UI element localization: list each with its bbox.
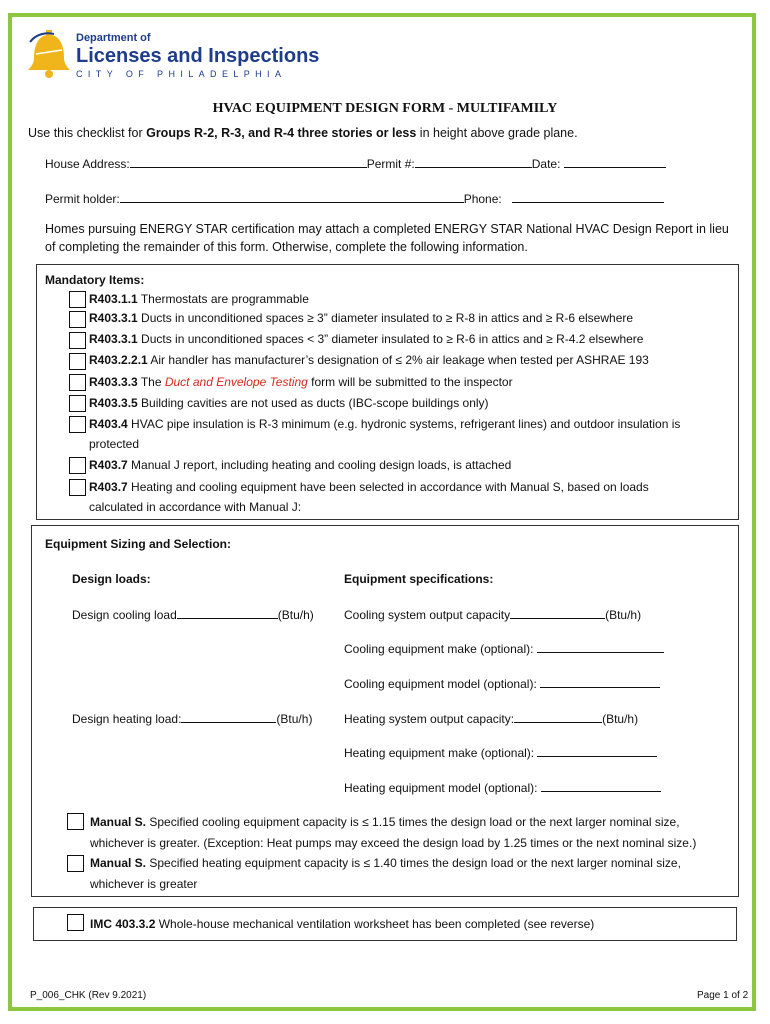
mandatory-item: R403.3.5 Building cavities are not used as ducts (IBC-scope buildings only) (89, 396, 489, 410)
heating-make-field[interactable]: Heating equipment make (optional): (344, 744, 657, 761)
manual-s-heating-cont: whichever is greater (90, 877, 198, 891)
checkbox-r403-4[interactable] (69, 416, 86, 433)
checkbox-r403-7-b[interactable] (69, 479, 86, 496)
cooling-output-line[interactable] (510, 606, 605, 619)
mandatory-item: R403.3.1 Ducts in unconditioned spaces ≥ 3” diameter insulated to ≥ R-8 in attics and ≥ R-6 elsewhere (89, 311, 634, 325)
cooling-model-field[interactable]: Cooling equipment model (optional): (344, 675, 660, 692)
form-title: HVAC EQUIPMENT DESIGN FORM - MULTIFAMILY (212, 101, 558, 116)
form-number: P_006_CHK (Rev 9.2021) (30, 990, 147, 1001)
checkbox-r403-3-1-b[interactable] (69, 332, 86, 349)
checkbox-r403-3-1-a[interactable] (69, 311, 86, 328)
duct-envelope-testing-link[interactable]: Duct and Envelope Testing (164, 375, 308, 389)
mandatory-item: R403.1.1 Thermostats are programmable (89, 292, 309, 306)
org-line-3: CITY OF PHILADELPHIA (76, 69, 287, 79)
sizing-heading: Equipment Sizing and Selection: (45, 537, 232, 551)
heating-load-line[interactable] (181, 710, 276, 723)
date-label: Date: (531, 157, 561, 171)
manual-s-cooling-text: Manual S. Specified cooling equipment capacity is ≤ 1.15 times the design load or the next larger nominal size, (90, 815, 680, 829)
checkbox-r403-3-5[interactable] (69, 395, 86, 412)
permit-holder-field[interactable] (45, 190, 664, 207)
permit-no-line[interactable] (415, 155, 532, 168)
house-address-line[interactable] (130, 155, 367, 168)
cooling-model-line[interactable] (540, 675, 660, 688)
mandatory-item: R403.2.2.1 Air handler has manufacturer’s designation of ≤ 2% air leakage when tested per ASHRAE 193 (89, 353, 649, 367)
intro-text (28, 125, 578, 141)
design-cooling-load-field[interactable]: Design cooling load (Btu/h) (72, 608, 314, 622)
mandatory-heading: Mandatory Items: (45, 273, 145, 287)
intro-bold: Groups R-2, R-3, and R-4 three stories or less (146, 126, 417, 140)
energy-star-line-2: of completing the remainder of this form. Otherwise, complete the following information. (45, 240, 528, 254)
permit-holder-line[interactable] (120, 190, 464, 203)
heating-make-line[interactable] (537, 744, 657, 757)
design-loads-heading: Design loads: (72, 572, 151, 586)
checkbox-manual-s-cooling[interactable] (67, 813, 84, 830)
manual-s-heating-text: Manual S. Specified heating equipment capacity is ≤ 1.40 times the design load or the next larger nominal size, (90, 856, 681, 870)
org-line-2: Licenses and Inspections (76, 45, 320, 67)
house-address-field[interactable] (45, 155, 666, 172)
equip-specs-heading: Equipment specifications: (344, 572, 494, 586)
permit-holder-label: Permit holder: (45, 192, 120, 206)
energy-star-line-1: Homes pursuing ENERGY STAR certification may attach a completed ENERGY STAR National HVAC Design Report in lieu (45, 222, 729, 236)
mandatory-item-cont: protected (89, 437, 140, 451)
mandatory-item: R403.7 Manual J report, including heating and cooling design loads, is attached (89, 458, 512, 472)
liberty-bell-icon (26, 26, 72, 80)
phone-label: Phone: (463, 192, 502, 206)
heating-model-line[interactable] (541, 779, 661, 792)
heating-output-line[interactable] (514, 710, 602, 723)
heating-model-field[interactable]: Heating equipment model (optional): (344, 779, 661, 796)
cooling-make-field[interactable]: Cooling equipment make (optional): (344, 640, 664, 657)
page-number: Page 1 of 2 (697, 990, 749, 1001)
checkbox-r403-3-3[interactable] (69, 374, 86, 391)
design-heating-load-field[interactable]: Design heating load: (Btu/h) (72, 712, 313, 726)
checkbox-manual-s-heating[interactable] (67, 855, 84, 872)
house-address-label: House Address: (45, 157, 130, 171)
cooling-make-line[interactable] (537, 640, 664, 653)
cooling-output-field[interactable]: Cooling system output capacity (Btu/h) (344, 608, 642, 622)
permit-no-label: Permit #: (366, 157, 415, 171)
mandatory-item: R403.3.3 The Duct and Envelope Testing form will be submitted to the inspector (89, 375, 513, 389)
org-line-1: Department of (76, 32, 151, 44)
intro-pre: Use this checklist for (28, 126, 147, 140)
manual-s-cooling-cont: whichever is greater. (Exception: Heat pumps may exceed the design load by 1.25 times or the next nominal size.) (90, 836, 697, 850)
intro-post: in height above grade plane. (416, 126, 578, 140)
checkbox-r403-7-a[interactable] (69, 457, 86, 474)
mandatory-item: R403.3.1 Ducts in unconditioned spaces < 3” diameter insulated to ≥ R-6 in attics and ≥ R-4.2 elsewhere (89, 332, 644, 346)
date-line[interactable] (564, 155, 666, 168)
cooling-load-line[interactable] (177, 606, 278, 619)
checkbox-imc-403-3-2[interactable] (67, 914, 84, 931)
phone-line[interactable] (512, 190, 664, 203)
imc-text: IMC 403.3.2 Whole-house mechanical ventilation worksheet has been completed (see reverse) (90, 917, 595, 931)
checkbox-r403-2-2-1[interactable] (69, 353, 86, 370)
mandatory-item: R403.4 HVAC pipe insulation is R-3 minimum (e.g. hydronic systems, refrigerant lines) and outdoor insulation is (89, 417, 681, 431)
philadelphia-li-logo (26, 26, 320, 82)
mandatory-item: R403.7 Heating and cooling equipment have been selected in accordance with Manual S, based on loads (89, 480, 649, 494)
heating-output-field[interactable]: Heating system output capacity: (Btu/h) (344, 712, 639, 726)
mandatory-item-cont: calculated in accordance with Manual J: (89, 500, 302, 514)
checkbox-r403-1-1[interactable] (69, 291, 86, 308)
